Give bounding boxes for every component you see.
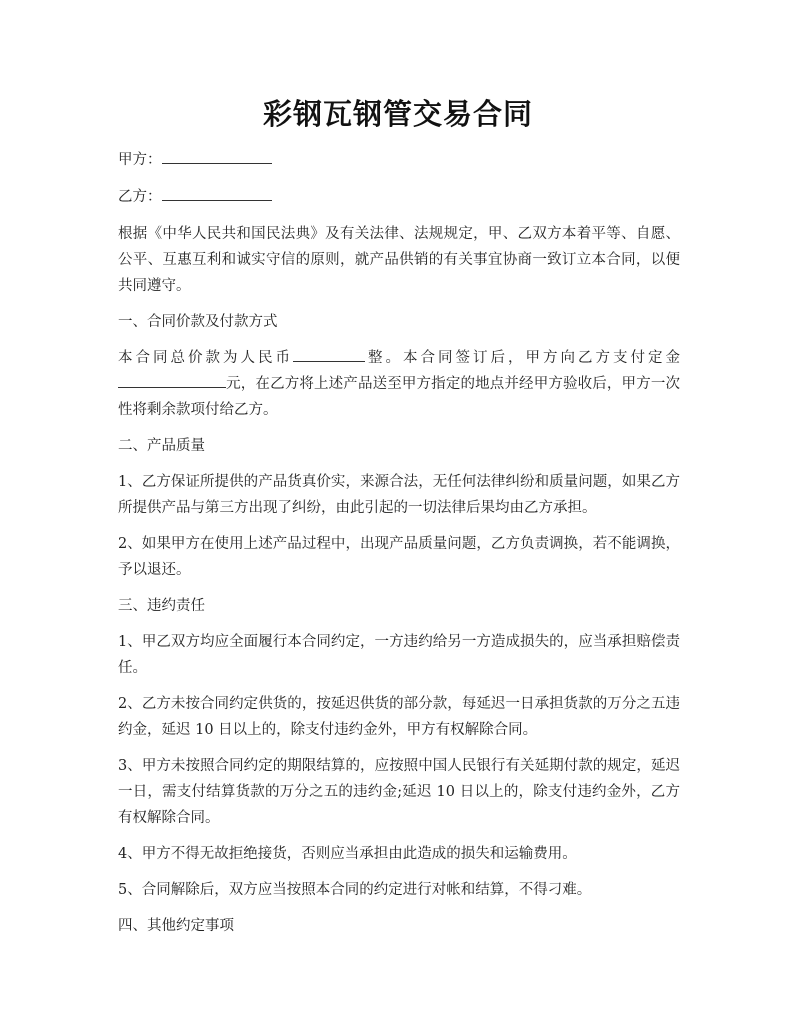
section3-clause: 2、乙方未按合同约定供货的，按延迟供货的部分款，每延迟一日承担货款的万分之五违约金，延迟 10 日以上的，除支付违约金外，甲方有权解除合同。 [118,696,680,738]
section1-text [118,345,680,423]
party-a-line [118,147,680,173]
party-b-line [118,184,680,210]
section3-clause: 1、甲乙双方均应全面履行本合同约定，一方违约给另一方造成损失的，应当承担赔偿责任。 [118,634,680,676]
party-b-label: 乙方： [118,189,162,205]
document-body [118,147,680,949]
document-title: 彩钢瓦钢管交易合同 [262,97,533,131]
party-a-blank [162,147,272,164]
section1-text-part3: 元，在乙方将上述产品送至甲方指定的地点并经甲方验收后，甲方一次性将剩余款项付给乙方。 [118,376,680,418]
total-price-blank [293,345,365,362]
section1-text-part2: 整。本合同签订后，甲方向乙方支付定金 [365,350,680,366]
preamble: 根据《中华人民共和国民法典》及有关法律、法规规定，甲、乙双方本着平等、自愿、公平、互惠互利和诚实守信的原则，就产品供销的有关事宜协商一致订立本合同，以便共同遵守。 [118,226,680,294]
section2-heading: 二、产品质量 [118,438,205,454]
party-a-label: 甲方： [118,152,162,168]
section2-clause: 1、乙方保证所提供的产品货真价实，来源合法，无任何法律纠纷和质量问题，如果乙方所提供产品与第三方出现了纠纷，由此引起的一切法律后果均由乙方承担。 [118,474,680,516]
section1-heading: 一、合同价款及付款方式 [118,314,278,330]
section3-clause: 3、甲方未按照合同约定的期限结算的，应按照中国人民银行有关延期付款的规定，延迟一日，需支付结算货款的万分之五的违约金;延迟 10 日以上的，除支付违约金外，乙方有权解除合同。 [118,758,680,826]
section3-clause: 4、甲方不得无故拒绝接货，否则应当承担由此造成的损失和运输费用。 [118,846,577,862]
section4-heading: 四、其他约定事项 [118,918,234,934]
section2-clause: 2、如果甲方在使用上述产品过程中，出现产品质量问题，乙方负责调换，若不能调换，予以退还。 [118,536,680,578]
section1-text-part1: 本合同总价款为人民币 [118,350,293,366]
section3-heading: 三、违约责任 [118,598,205,614]
deposit-blank [118,371,226,388]
section3-clause: 5、合同解除后，双方应当按照本合同的约定进行对帐和结算，不得刁难。 [118,882,592,898]
party-b-blank [162,184,272,201]
